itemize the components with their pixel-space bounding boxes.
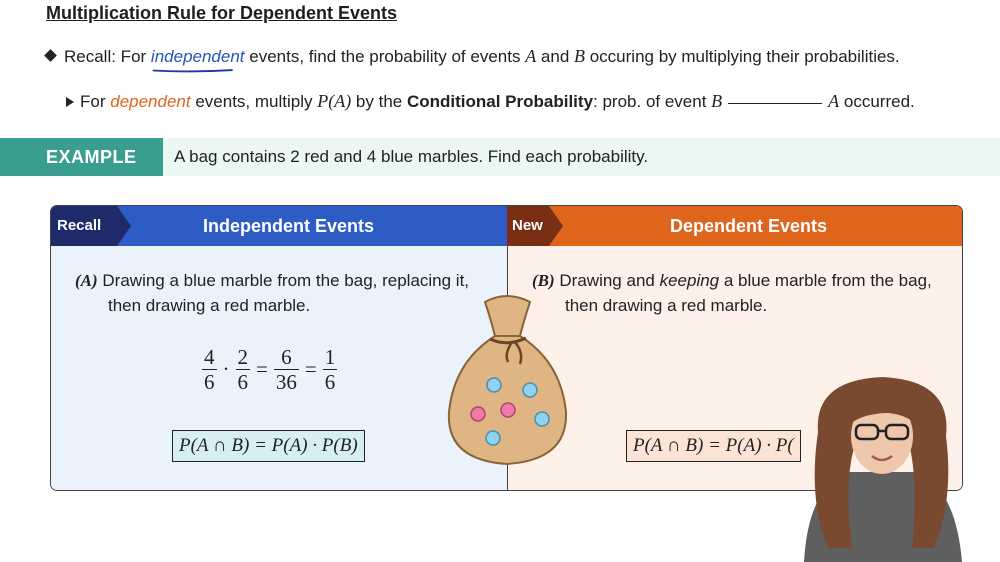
dep-var-b: B <box>711 91 723 111</box>
recall-middle: events, find the probability of events <box>244 47 526 66</box>
example-text: A bag contains 2 red and 4 blue marbles. Find each probability. <box>174 147 649 166</box>
recall-and: and <box>536 47 574 66</box>
recall-suffix: occuring by multiplying their probabilities. <box>585 47 900 66</box>
dot-operator: · <box>222 357 230 381</box>
dep-end: occurred. <box>839 92 915 111</box>
diamond-bullet-icon <box>44 49 57 62</box>
example-bar <box>0 138 1000 176</box>
problem-b-label: (B) <box>532 271 555 290</box>
problem-a-line1: Drawing a blue marble from the bag, replacing it, <box>102 271 470 290</box>
dep-middle: events, multiply <box>190 92 318 111</box>
fraction-1: $\frac{4}{6}$ <box>204 345 215 394</box>
problem-b-line1-post: a blue marble from the bag, <box>719 271 932 290</box>
dep-by: by the <box>351 92 407 111</box>
page-title: Multiplication Rule for Dependent Events <box>46 3 398 23</box>
equals-1: = <box>256 357 268 381</box>
problem-b-line1-pre: Drawing and <box>559 271 660 290</box>
problem-a-line2: then drawing a red marble. <box>108 296 311 315</box>
independent-formula: P(A ∩ B) = P(A) · P(B) <box>172 430 365 462</box>
dep-var-a: A <box>828 91 840 111</box>
fraction-equation <box>199 345 340 394</box>
new-tag: New <box>507 206 549 246</box>
recall-prefix: Recall: For <box>64 47 151 66</box>
dependent-header <box>507 206 963 246</box>
problem-a-label: (A) <box>75 271 98 290</box>
dependent-bullet <box>66 91 915 112</box>
problem-a <box>75 268 469 318</box>
presenter-video <box>784 372 980 562</box>
dependent-formula: P(A ∩ B) = P(A) · P( <box>626 430 801 462</box>
hand-underline-icon <box>151 68 234 73</box>
recall-bullet <box>46 46 900 67</box>
keyword-independent: independent <box>151 47 245 66</box>
dep-pa: P(A) <box>317 91 352 111</box>
independent-header <box>51 206 507 246</box>
problem-b <box>532 268 932 318</box>
independent-body <box>51 246 507 491</box>
recall-tag-arrow-icon <box>117 206 131 246</box>
fraction-3: $\frac{6}{36}$ <box>275 345 297 394</box>
fill-in-blank <box>728 103 822 104</box>
var-b: B <box>574 46 585 66</box>
dependent-title: Dependent Events <box>670 216 828 236</box>
marble-bag-icon <box>440 292 575 472</box>
var-a: A <box>525 46 537 66</box>
equals-2: = <box>304 357 317 381</box>
fraction-4: $\frac{1}{6}$ <box>324 345 336 394</box>
triangle-bullet-icon <box>66 97 74 107</box>
independent-title: Independent Events <box>203 216 375 236</box>
new-tag-arrow-icon <box>549 206 563 246</box>
problem-b-line2: then drawing a red marble. <box>565 296 768 315</box>
dep-bold: Conditional Probability <box>406 92 594 111</box>
dep-prefix: For <box>80 92 111 111</box>
dep-after-bold: : prob. of event <box>593 92 712 111</box>
problem-b-keeping: keeping <box>659 271 720 290</box>
example-label: EXAMPLE <box>0 138 163 176</box>
fraction-2: $\frac{2}{6}$ <box>237 345 248 394</box>
recall-tag: Recall <box>51 206 117 246</box>
keyword-dependent: dependent <box>110 92 191 111</box>
